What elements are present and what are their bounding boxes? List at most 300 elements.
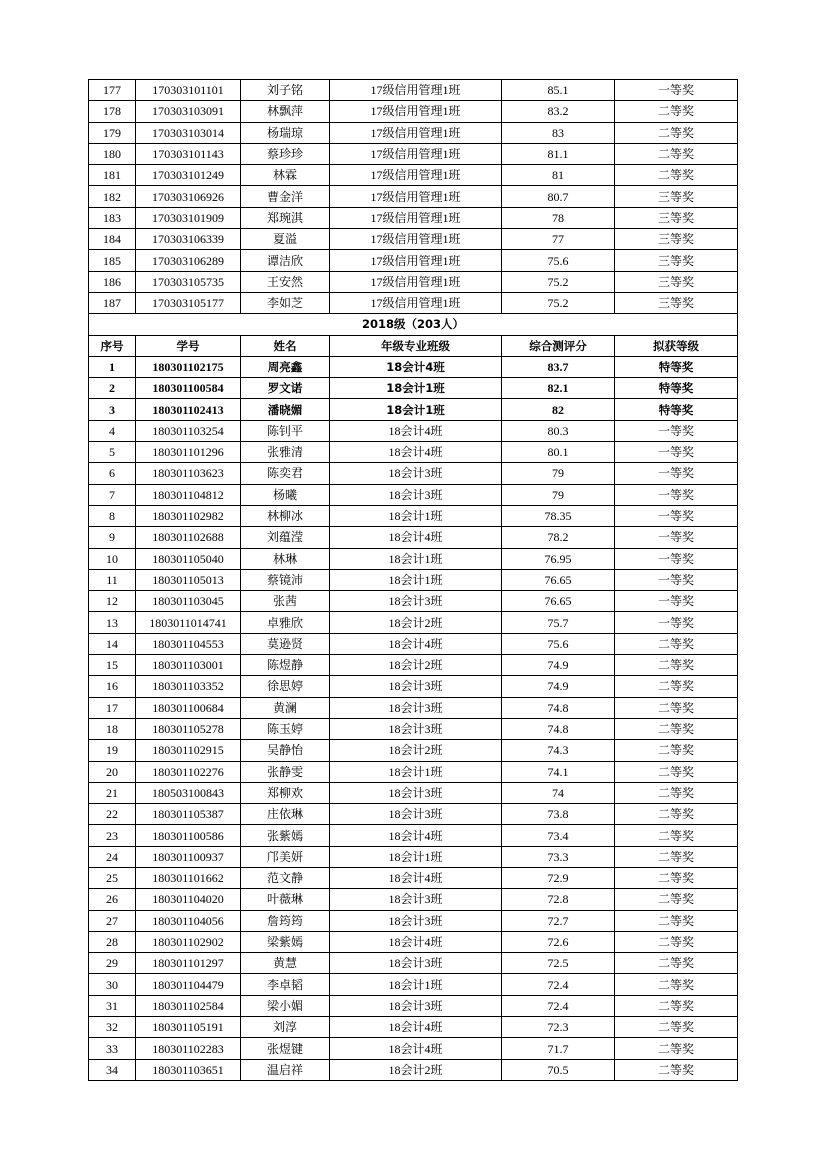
cell-award: 二等奖 <box>615 782 738 803</box>
cell-award: 二等奖 <box>615 825 738 846</box>
header-index: 序号 <box>89 335 136 356</box>
cell-score: 78.35 <box>502 505 615 526</box>
cell-score: 75.7 <box>502 612 615 633</box>
cell-name: 潘晓媚 <box>241 399 330 420</box>
cell-award: 一等奖 <box>615 442 738 463</box>
cell-class: 18会计4班 <box>330 931 502 952</box>
cell-name: 罗文诺 <box>241 378 330 399</box>
cell-name: 黄澜 <box>241 697 330 718</box>
table-body-2018 <box>89 356 738 1080</box>
cell-class: 18会计2班 <box>330 740 502 761</box>
cell-score: 79 <box>502 463 615 484</box>
table-row <box>89 676 738 697</box>
cell-index: 8 <box>89 505 136 526</box>
cell-award: 三等奖 <box>615 250 738 271</box>
cell-index: 25 <box>89 867 136 888</box>
header-class: 年级专业班级 <box>330 335 502 356</box>
table-row <box>89 655 738 676</box>
cell-index: 4 <box>89 420 136 441</box>
cell-name: 陈奕君 <box>241 463 330 484</box>
cell-score: 73.4 <box>502 825 615 846</box>
cell-index: 18 <box>89 718 136 739</box>
cell-score: 72.3 <box>502 1017 615 1038</box>
cell-name: 温启祥 <box>241 1059 330 1080</box>
cell-index: 186 <box>89 271 136 292</box>
cell-score: 72.8 <box>502 889 615 910</box>
table-row <box>89 697 738 718</box>
cell-award: 二等奖 <box>615 953 738 974</box>
table-row <box>89 271 738 292</box>
cell-class: 18会计1班 <box>330 505 502 526</box>
cell-class: 18会计3班 <box>330 953 502 974</box>
cell-student-id: 180301103045 <box>136 591 241 612</box>
table-row <box>89 1038 738 1059</box>
cell-award: 二等奖 <box>615 1059 738 1080</box>
cell-score: 75.2 <box>502 271 615 292</box>
cell-class: 18会计4班 <box>330 527 502 548</box>
cell-student-id: 180301102915 <box>136 740 241 761</box>
cell-student-id: 180301102276 <box>136 761 241 782</box>
cell-class: 18会计3班 <box>330 676 502 697</box>
cell-name: 王安然 <box>241 271 330 292</box>
cell-award: 特等奖 <box>615 399 738 420</box>
cell-award: 特等奖 <box>615 356 738 377</box>
cell-award: 二等奖 <box>615 101 738 122</box>
cell-award: 二等奖 <box>615 889 738 910</box>
cell-award: 三等奖 <box>615 292 738 313</box>
cell-student-id: 180301101296 <box>136 442 241 463</box>
table-row <box>89 825 738 846</box>
cell-award: 三等奖 <box>615 271 738 292</box>
cell-index: 30 <box>89 974 136 995</box>
table-row <box>89 101 738 122</box>
cell-class: 18会计3班 <box>330 463 502 484</box>
cell-index: 3 <box>89 399 136 420</box>
awards-table <box>88 79 738 1081</box>
cell-class: 18会计4班 <box>330 356 502 377</box>
cell-class: 17级信用管理1班 <box>330 80 502 101</box>
cell-class: 18会计1班 <box>330 846 502 867</box>
table-row <box>89 229 738 250</box>
cell-class: 18会计4班 <box>330 867 502 888</box>
cell-index: 21 <box>89 782 136 803</box>
cell-award: 二等奖 <box>615 910 738 931</box>
cell-name: 杨曦 <box>241 484 330 505</box>
cell-student-id: 180301102982 <box>136 505 241 526</box>
cell-score: 74.3 <box>502 740 615 761</box>
table-row <box>89 505 738 526</box>
table-row <box>89 165 738 186</box>
cell-student-id: 170303103014 <box>136 122 241 143</box>
cell-class: 17级信用管理1班 <box>330 207 502 228</box>
table-body-2017 <box>89 80 738 314</box>
cell-score: 72.5 <box>502 953 615 974</box>
cell-award: 一等奖 <box>615 612 738 633</box>
cell-class: 18会计3班 <box>330 889 502 910</box>
table-row <box>89 80 738 101</box>
cell-award: 一等奖 <box>615 505 738 526</box>
cell-class: 18会计1班 <box>330 569 502 590</box>
table-row <box>89 122 738 143</box>
cell-award: 一等奖 <box>615 527 738 548</box>
cell-score: 74.8 <box>502 718 615 739</box>
cell-score: 82.1 <box>502 378 615 399</box>
cell-name: 谭洁欣 <box>241 250 330 271</box>
cell-score: 85.1 <box>502 80 615 101</box>
cell-name: 庄依琳 <box>241 804 330 825</box>
cell-name: 曹金洋 <box>241 186 330 207</box>
cell-class: 18会计2班 <box>330 612 502 633</box>
cell-student-id: 180301102413 <box>136 399 241 420</box>
cell-name: 张煜键 <box>241 1038 330 1059</box>
cell-name: 张紫嫣 <box>241 825 330 846</box>
cell-index: 182 <box>89 186 136 207</box>
cell-score: 80.3 <box>502 420 615 441</box>
table-row <box>89 718 738 739</box>
section-title-row <box>89 314 738 335</box>
cell-class: 18会计3班 <box>330 995 502 1016</box>
table-row <box>89 931 738 952</box>
cell-index: 6 <box>89 463 136 484</box>
cell-index: 33 <box>89 1038 136 1059</box>
table-row <box>89 591 738 612</box>
cell-index: 183 <box>89 207 136 228</box>
cell-name: 莫逊贤 <box>241 633 330 654</box>
cell-name: 夏溢 <box>241 229 330 250</box>
cell-award: 特等奖 <box>615 378 738 399</box>
cell-student-id: 180301105191 <box>136 1017 241 1038</box>
table-row <box>89 846 738 867</box>
cell-award: 二等奖 <box>615 867 738 888</box>
cell-class: 18会计1班 <box>330 974 502 995</box>
cell-name: 张静雯 <box>241 761 330 782</box>
cell-index: 31 <box>89 995 136 1016</box>
cell-student-id: 170303105177 <box>136 292 241 313</box>
cell-name: 梁紫嫣 <box>241 931 330 952</box>
cell-name: 刘淳 <box>241 1017 330 1038</box>
cell-index: 179 <box>89 122 136 143</box>
cell-score: 80.1 <box>502 442 615 463</box>
cell-class: 18会计3班 <box>330 910 502 931</box>
cell-class: 18会计4班 <box>330 442 502 463</box>
cell-class: 18会计2班 <box>330 1059 502 1080</box>
cell-class: 17级信用管理1班 <box>330 122 502 143</box>
cell-name: 徐思婷 <box>241 676 330 697</box>
cell-index: 187 <box>89 292 136 313</box>
cell-index: 15 <box>89 655 136 676</box>
cell-score: 76.95 <box>502 548 615 569</box>
cell-award: 一等奖 <box>615 420 738 441</box>
cell-name: 张茜 <box>241 591 330 612</box>
table-row <box>89 910 738 931</box>
cell-award: 二等奖 <box>615 740 738 761</box>
cell-name: 蔡镜沛 <box>241 569 330 590</box>
cell-student-id: 180301100937 <box>136 846 241 867</box>
cell-index: 32 <box>89 1017 136 1038</box>
column-header-row <box>89 335 738 356</box>
cell-student-id: 180301104553 <box>136 633 241 654</box>
cell-name: 卓雅欣 <box>241 612 330 633</box>
cell-award: 三等奖 <box>615 207 738 228</box>
cell-student-id: 170303106339 <box>136 229 241 250</box>
cell-award: 三等奖 <box>615 186 738 207</box>
cell-class: 18会计1班 <box>330 548 502 569</box>
cell-award: 二等奖 <box>615 1017 738 1038</box>
cell-score: 70.5 <box>502 1059 615 1080</box>
cell-score: 72.4 <box>502 995 615 1016</box>
cell-class: 18会计3班 <box>330 804 502 825</box>
cell-student-id: 180301103352 <box>136 676 241 697</box>
cell-student-id: 170303106926 <box>136 186 241 207</box>
cell-score: 81.1 <box>502 143 615 164</box>
cell-student-id: 180301105040 <box>136 548 241 569</box>
table-row <box>89 292 738 313</box>
cell-name: 林霖 <box>241 165 330 186</box>
cell-score: 72.4 <box>502 974 615 995</box>
cell-class: 17级信用管理1班 <box>330 101 502 122</box>
cell-index: 5 <box>89 442 136 463</box>
cell-student-id: 170303103091 <box>136 101 241 122</box>
cell-award: 二等奖 <box>615 846 738 867</box>
cell-student-id: 180301104812 <box>136 484 241 505</box>
cell-index: 26 <box>89 889 136 910</box>
cell-index: 2 <box>89 378 136 399</box>
table-row <box>89 633 738 654</box>
cell-class: 17级信用管理1班 <box>330 250 502 271</box>
cell-score: 75.6 <box>502 633 615 654</box>
cell-index: 17 <box>89 697 136 718</box>
cell-award: 一等奖 <box>615 484 738 505</box>
table-row <box>89 1017 738 1038</box>
cell-student-id: 180301102584 <box>136 995 241 1016</box>
cell-name: 李卓韬 <box>241 974 330 995</box>
cell-name: 蔡珍珍 <box>241 143 330 164</box>
cell-score: 74.9 <box>502 676 615 697</box>
cell-index: 9 <box>89 527 136 548</box>
cell-award: 二等奖 <box>615 633 738 654</box>
cell-name: 郑琬淇 <box>241 207 330 228</box>
cell-score: 74.8 <box>502 697 615 718</box>
cell-index: 1 <box>89 356 136 377</box>
cell-student-id: 170303101249 <box>136 165 241 186</box>
table-row <box>89 761 738 782</box>
cell-index: 185 <box>89 250 136 271</box>
cell-score: 83 <box>502 122 615 143</box>
cell-student-id: 170303101909 <box>136 207 241 228</box>
cell-index: 14 <box>89 633 136 654</box>
cell-index: 22 <box>89 804 136 825</box>
cell-index: 184 <box>89 229 136 250</box>
cell-name: 梁小媚 <box>241 995 330 1016</box>
cell-class: 17级信用管理1班 <box>330 292 502 313</box>
cell-class: 18会计4班 <box>330 633 502 654</box>
cell-score: 81 <box>502 165 615 186</box>
cell-student-id: 170303101143 <box>136 143 241 164</box>
cell-award: 二等奖 <box>615 697 738 718</box>
cell-name: 叶薇琳 <box>241 889 330 910</box>
cell-score: 78.2 <box>502 527 615 548</box>
table-row <box>89 463 738 484</box>
cell-student-id: 180301105278 <box>136 718 241 739</box>
cell-student-id: 180301101297 <box>136 953 241 974</box>
cell-student-id: 180301102688 <box>136 527 241 548</box>
cell-student-id: 180503100843 <box>136 782 241 803</box>
cell-student-id: 1803011014741 <box>136 612 241 633</box>
cell-name: 周亮鑫 <box>241 356 330 377</box>
cell-student-id: 180301103651 <box>136 1059 241 1080</box>
cell-score: 83.7 <box>502 356 615 377</box>
cell-score: 73.8 <box>502 804 615 825</box>
cell-index: 34 <box>89 1059 136 1080</box>
table-row <box>89 804 738 825</box>
cell-name: 黄慧 <box>241 953 330 974</box>
cell-award: 二等奖 <box>615 761 738 782</box>
cell-class: 18会计3班 <box>330 484 502 505</box>
cell-class: 18会计2班 <box>330 655 502 676</box>
cell-student-id: 170303101101 <box>136 80 241 101</box>
cell-index: 180 <box>89 143 136 164</box>
cell-name: 陈钊平 <box>241 420 330 441</box>
cell-student-id: 180301104479 <box>136 974 241 995</box>
cell-class: 18会计4班 <box>330 1017 502 1038</box>
table-row <box>89 889 738 910</box>
cell-student-id: 180301100684 <box>136 697 241 718</box>
table-row <box>89 186 738 207</box>
table-row <box>89 378 738 399</box>
header-award: 拟获等级 <box>615 335 738 356</box>
cell-score: 71.7 <box>502 1038 615 1059</box>
header-student-id: 学号 <box>136 335 241 356</box>
cell-score: 72.6 <box>502 931 615 952</box>
table-row <box>89 527 738 548</box>
cell-score: 79 <box>502 484 615 505</box>
cell-name: 林柳冰 <box>241 505 330 526</box>
cell-class: 18会计3班 <box>330 718 502 739</box>
cell-award: 二等奖 <box>615 804 738 825</box>
section-2018-header <box>89 314 738 357</box>
table-row <box>89 867 738 888</box>
cell-award: 一等奖 <box>615 591 738 612</box>
cell-index: 23 <box>89 825 136 846</box>
table-row <box>89 995 738 1016</box>
cell-score: 74 <box>502 782 615 803</box>
cell-student-id: 180301104056 <box>136 910 241 931</box>
cell-index: 27 <box>89 910 136 931</box>
cell-award: 二等奖 <box>615 122 738 143</box>
cell-class: 18会计1班 <box>330 378 502 399</box>
cell-student-id: 180301102283 <box>136 1038 241 1059</box>
cell-name: 郑柳欢 <box>241 782 330 803</box>
cell-award: 二等奖 <box>615 655 738 676</box>
table-row <box>89 974 738 995</box>
table-row <box>89 207 738 228</box>
cell-name: 邝美妍 <box>241 846 330 867</box>
cell-class: 17级信用管理1班 <box>330 143 502 164</box>
cell-index: 16 <box>89 676 136 697</box>
table-row <box>89 143 738 164</box>
cell-student-id: 180301102175 <box>136 356 241 377</box>
cell-award: 二等奖 <box>615 995 738 1016</box>
cell-name: 张雅清 <box>241 442 330 463</box>
table-row <box>89 1059 738 1080</box>
cell-index: 20 <box>89 761 136 782</box>
cell-index: 11 <box>89 569 136 590</box>
cell-index: 12 <box>89 591 136 612</box>
cell-student-id: 170303106289 <box>136 250 241 271</box>
cell-score: 77 <box>502 229 615 250</box>
cell-name: 刘子铭 <box>241 80 330 101</box>
cell-name: 陈玉婷 <box>241 718 330 739</box>
cell-award: 三等奖 <box>615 229 738 250</box>
cell-class: 18会计4班 <box>330 825 502 846</box>
cell-score: 80.7 <box>502 186 615 207</box>
table-row <box>89 484 738 505</box>
cell-student-id: 180301103254 <box>136 420 241 441</box>
cell-name: 范文静 <box>241 867 330 888</box>
cell-name: 刘蕴滢 <box>241 527 330 548</box>
cell-index: 181 <box>89 165 136 186</box>
cell-class: 18会计3班 <box>330 591 502 612</box>
cell-award: 二等奖 <box>615 1038 738 1059</box>
cell-class: 18会计4班 <box>330 1038 502 1059</box>
cell-index: 29 <box>89 953 136 974</box>
cell-student-id: 180301100584 <box>136 378 241 399</box>
cell-class: 18会计4班 <box>330 420 502 441</box>
cell-award: 二等奖 <box>615 974 738 995</box>
table-row <box>89 569 738 590</box>
cell-class: 17级信用管理1班 <box>330 229 502 250</box>
cell-score: 72.7 <box>502 910 615 931</box>
cell-class: 17级信用管理1班 <box>330 271 502 292</box>
cell-name: 陈煜静 <box>241 655 330 676</box>
cell-name: 林飘萍 <box>241 101 330 122</box>
cell-student-id: 180301102902 <box>136 931 241 952</box>
section-title: 2018级（203人） <box>89 314 738 335</box>
cell-student-id: 180301105387 <box>136 804 241 825</box>
cell-award: 二等奖 <box>615 143 738 164</box>
cell-index: 24 <box>89 846 136 867</box>
cell-class: 17级信用管理1班 <box>330 165 502 186</box>
cell-index: 177 <box>89 80 136 101</box>
cell-student-id: 180301104020 <box>136 889 241 910</box>
table-row <box>89 953 738 974</box>
table-row <box>89 250 738 271</box>
cell-student-id: 180301105013 <box>136 569 241 590</box>
table-row <box>89 399 738 420</box>
cell-index: 10 <box>89 548 136 569</box>
cell-index: 7 <box>89 484 136 505</box>
cell-score: 75.6 <box>502 250 615 271</box>
table-row <box>89 442 738 463</box>
table-row <box>89 740 738 761</box>
table-row <box>89 612 738 633</box>
cell-index: 28 <box>89 931 136 952</box>
cell-score: 74.9 <box>502 655 615 676</box>
cell-score: 78 <box>502 207 615 228</box>
cell-award: 一等奖 <box>615 463 738 484</box>
cell-name: 李如芝 <box>241 292 330 313</box>
cell-score: 76.65 <box>502 591 615 612</box>
cell-index: 13 <box>89 612 136 633</box>
cell-index: 19 <box>89 740 136 761</box>
cell-student-id: 170303105735 <box>136 271 241 292</box>
cell-class: 18会计3班 <box>330 782 502 803</box>
cell-class: 18会计1班 <box>330 399 502 420</box>
table-row <box>89 782 738 803</box>
cell-score: 75.2 <box>502 292 615 313</box>
cell-award: 一等奖 <box>615 80 738 101</box>
header-score: 综合测评分 <box>502 335 615 356</box>
